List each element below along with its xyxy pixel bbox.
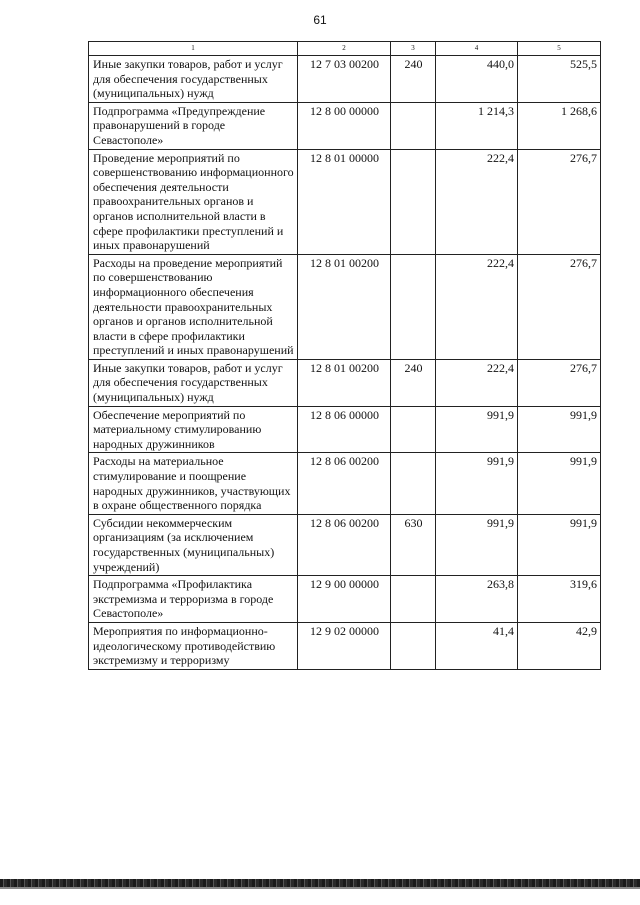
- row-name: Расходы на материальное стимулирование и поощрение народных дружинников, участвующих в охране общественного порядка: [89, 453, 298, 514]
- row-type: 240: [391, 56, 436, 103]
- column-header: 2: [298, 42, 391, 56]
- row-code: 12 9 00 00000: [298, 576, 391, 623]
- row-name: Иные закупки товаров, работ и услуг для обеспечения государственных (муниципальных) нужд: [89, 56, 298, 103]
- row-value-2: 276,7: [518, 149, 601, 254]
- row-name: Подпрограмма «Предупреждение правонарушений в городе Севастополе»: [89, 102, 298, 149]
- row-type: [391, 576, 436, 623]
- row-type: [391, 453, 436, 514]
- table-row: [89, 406, 601, 453]
- row-code: 12 8 01 00000: [298, 149, 391, 254]
- column-header: 1: [89, 42, 298, 56]
- row-value-1: 222,4: [436, 254, 518, 359]
- row-name: Подпрограмма «Профилактика экстремизма и терроризма в городе Севастополе»: [89, 576, 298, 623]
- row-value-2: 991,9: [518, 453, 601, 514]
- row-value-1: 41,4: [436, 622, 518, 669]
- row-value-2: 42,9: [518, 622, 601, 669]
- row-value-2: 1 268,6: [518, 102, 601, 149]
- row-name: Субсидии некоммерческим организациям (за исключением государственных (муниципальных) учреждений): [89, 514, 298, 575]
- scan-edge-line: [0, 887, 640, 889]
- row-value-1: 222,4: [436, 149, 518, 254]
- row-name: Мероприятия по информационно-идеологическому противодействию экстремизму и терроризму: [89, 622, 298, 669]
- column-header: 5: [518, 42, 601, 56]
- row-type: [391, 406, 436, 453]
- budget-table: [88, 41, 601, 670]
- row-value-1: 991,9: [436, 406, 518, 453]
- row-value-2: 276,7: [518, 254, 601, 359]
- row-name: Обеспечение мероприятий по материальному стимулированию народных дружинников: [89, 406, 298, 453]
- row-type: [391, 254, 436, 359]
- table-row: [89, 254, 601, 359]
- table-row: [89, 622, 601, 669]
- row-value-1: 440,0: [436, 56, 518, 103]
- table-row: [89, 576, 601, 623]
- table-row: [89, 359, 601, 406]
- row-code: 12 8 01 00200: [298, 359, 391, 406]
- row-value-1: 991,9: [436, 514, 518, 575]
- row-code: 12 8 00 00000: [298, 102, 391, 149]
- header-row: [89, 42, 601, 56]
- row-type: [391, 102, 436, 149]
- row-value-1: 222,4: [436, 359, 518, 406]
- row-value-2: 319,6: [518, 576, 601, 623]
- row-code: 12 8 06 00000: [298, 406, 391, 453]
- row-code: 12 8 06 00200: [298, 514, 391, 575]
- row-code: 12 9 02 00000: [298, 622, 391, 669]
- row-type: 240: [391, 359, 436, 406]
- row-code: 12 8 06 00200: [298, 453, 391, 514]
- row-type: 630: [391, 514, 436, 575]
- table-row: [89, 514, 601, 575]
- table-row: [89, 453, 601, 514]
- row-name: Расходы на проведение мероприятий по совершенствованию информационного обеспечения деятельности правоохранительных органов и органов исполнительной власти в сфере профилактики преступлений и иных правонарушений: [89, 254, 298, 359]
- column-header: 4: [436, 42, 518, 56]
- row-value-2: 276,7: [518, 359, 601, 406]
- table-row: [89, 56, 601, 103]
- row-type: [391, 149, 436, 254]
- row-value-1: 1 214,3: [436, 102, 518, 149]
- row-value-1: 263,8: [436, 576, 518, 623]
- table-row: [89, 149, 601, 254]
- row-value-1: 991,9: [436, 453, 518, 514]
- row-code: 12 8 01 00200: [298, 254, 391, 359]
- row-type: [391, 622, 436, 669]
- scan-edge-artifact: [0, 879, 640, 887]
- row-name: Иные закупки товаров, работ и услуг для обеспечения государственных (муниципальных) нужд: [89, 359, 298, 406]
- column-header: 3: [391, 42, 436, 56]
- row-value-2: 525,5: [518, 56, 601, 103]
- row-value-2: 991,9: [518, 514, 601, 575]
- page-number: 61: [313, 13, 327, 27]
- table-row: [89, 102, 601, 149]
- row-value-2: 991,9: [518, 406, 601, 453]
- row-code: 12 7 03 00200: [298, 56, 391, 103]
- row-name: Проведение мероприятий по совершенствованию информационного обеспечения деятельности правоохранительных органов и органов исполнительной власти в сфере профилактики преступлений и иных правонарушений: [89, 149, 298, 254]
